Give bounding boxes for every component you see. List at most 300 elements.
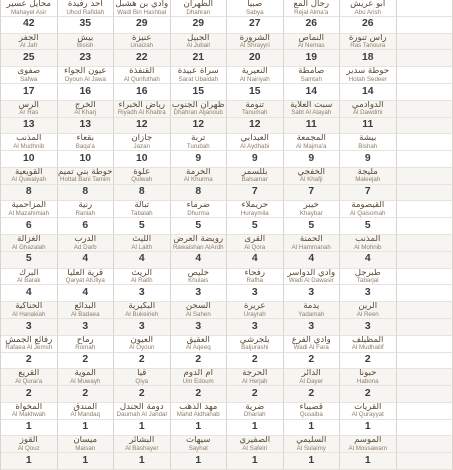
city-cell: [397, 269, 453, 286]
city-name-arabic: خيبر: [303, 201, 319, 211]
city-cell: [171, 369, 228, 386]
city-name-english: Al Shrayyri: [239, 42, 270, 50]
count-value: 16: [79, 85, 92, 97]
city-name-arabic: حوطة بني تميم: [58, 167, 113, 177]
city-name-english: Samtah: [300, 75, 322, 83]
count-cell: [1, 151, 58, 168]
city-name-arabic: تبالة: [134, 201, 150, 211]
city-cell: [227, 0, 284, 17]
city-name-english: Safwa: [20, 75, 38, 83]
city-cell: [340, 302, 397, 319]
count-cell: [114, 84, 171, 101]
city-cell: [58, 0, 115, 17]
city-name-arabic: طبرجل: [354, 268, 381, 278]
city-cell: [1, 235, 58, 252]
city-cell: [227, 403, 284, 420]
city-name-english: Habona: [356, 377, 379, 385]
count-value: 2: [25, 387, 32, 399]
city-name-english: Um Edoum: [182, 377, 214, 385]
city-cell: [227, 67, 284, 84]
city-name-arabic: أحد رفيدة: [67, 0, 103, 9]
city-name-arabic: بقعاء: [76, 134, 95, 144]
count-value: 20: [248, 52, 261, 64]
count-value: 3: [251, 287, 258, 299]
city-cell: [227, 34, 284, 51]
count-value: 2: [195, 354, 202, 366]
count-cell: [1, 185, 58, 202]
city-cell: [227, 269, 284, 286]
city-name-arabic: الحرجة: [242, 369, 268, 379]
count-value: 2: [138, 387, 145, 399]
count-value: 2: [82, 354, 89, 366]
city-cell: [171, 336, 228, 353]
city-name-english: Baqa'a: [75, 142, 95, 150]
count-cell: [1, 285, 58, 302]
count-cell: [397, 420, 453, 437]
city-name-english: Al Hammanah: [291, 243, 331, 251]
count-cell: [1, 319, 58, 336]
city-name-arabic: الخرمة: [185, 167, 211, 177]
count-value: 3: [308, 287, 315, 299]
city-cell: [114, 67, 171, 84]
count-cell: [340, 151, 397, 168]
city-name-arabic: بللسمر: [242, 167, 268, 177]
city-cell: [171, 436, 228, 453]
count-cell: [227, 285, 284, 302]
city-cell: [397, 201, 453, 218]
city-name-arabic: الجبيل: [187, 33, 210, 43]
city-name-arabic: المظيلف: [352, 335, 384, 345]
city-cell: [397, 134, 453, 151]
city-name-arabic: العيدابي: [240, 134, 269, 144]
city-cell: [114, 336, 171, 353]
count-cell: [114, 453, 171, 470]
city-cell: [340, 336, 397, 353]
city-name-english: Al Qurayyat: [351, 411, 384, 419]
count-cell: [284, 319, 341, 336]
count-cell: [284, 453, 341, 470]
city-name-english: Al Qora: [244, 243, 266, 251]
count-value: 4: [308, 253, 315, 265]
city-name-arabic: البدائع: [74, 302, 96, 312]
city-name-arabic: الحناكية: [15, 302, 43, 312]
count-value: 21: [192, 52, 205, 64]
count-value: 18: [361, 52, 374, 64]
city-name-english: Al Mandaq: [70, 411, 101, 419]
count-cell: [1, 353, 58, 370]
city-name-english: Khaybar: [299, 210, 323, 218]
city-cell: [397, 235, 453, 252]
city-name-arabic: ضرماء: [186, 201, 210, 211]
city-name-arabic: صفوى: [17, 67, 41, 77]
count-value: 1: [138, 421, 145, 433]
count-cell: [340, 50, 397, 67]
city-name-english: Al Mossawam: [348, 445, 387, 453]
count-cell: [58, 319, 115, 336]
count-value: 1: [364, 454, 371, 466]
count-value: 1: [364, 421, 371, 433]
city-cell: [114, 269, 171, 286]
city-cell: [340, 436, 397, 453]
count-cell: [227, 50, 284, 67]
count-value: 3: [364, 287, 371, 299]
count-cell: [58, 386, 115, 403]
count-value: 4: [195, 253, 202, 265]
city-name-english: Sayhat: [188, 445, 208, 453]
city-name-english: Al Dayer: [299, 377, 324, 385]
city-name-english: Uhod Rafidah: [66, 8, 105, 16]
city-cell: [171, 403, 228, 420]
city-name-english: Al Kharj: [74, 109, 97, 117]
city-name-arabic: محايل عسير: [6, 0, 52, 9]
city-name-english: Khulais: [188, 277, 209, 285]
city-name-english: Riyadh Al Khabra: [117, 109, 166, 117]
city-name-english: Al Muwayh: [70, 377, 101, 385]
city-cell: [284, 34, 341, 51]
city-cell: [58, 235, 115, 252]
count-value: 12: [248, 119, 261, 131]
city-cell: [114, 134, 171, 151]
city-name-english: Al Mudhnib: [13, 142, 45, 150]
city-name-arabic: رماح: [76, 335, 94, 345]
city-name-english: Al Ghazalah: [11, 243, 46, 251]
city-name-arabic: أبو عريش: [350, 0, 386, 9]
city-cell: [284, 101, 341, 118]
city-cell: [171, 168, 228, 185]
city-cell: [114, 0, 171, 17]
count-value: 7: [308, 186, 315, 198]
count-cell: [1, 84, 58, 101]
city-name-arabic: السليمي: [296, 436, 327, 446]
city-cell: [227, 235, 284, 252]
count-cell: [340, 17, 397, 34]
city-cell: [58, 302, 115, 319]
city-name-arabic: رأس تنورة: [348, 33, 387, 43]
city-name-arabic: رويضة العرض: [173, 235, 224, 244]
city-cell: [114, 201, 171, 218]
count-cell: [58, 84, 115, 101]
city-name-english: Maleejah: [355, 176, 381, 184]
city-name-arabic: بيش: [77, 33, 94, 43]
city-name-arabic: الدرب: [74, 235, 97, 244]
city-cell: [227, 302, 284, 319]
city-name-arabic: حبونا: [359, 369, 377, 379]
count-value: 5: [25, 253, 32, 265]
city-name-english: Sarat Ubaidah: [178, 75, 219, 83]
count-value: 5: [308, 219, 315, 231]
count-value: 2: [364, 354, 371, 366]
city-name-english: Al Jubail: [186, 42, 210, 50]
city-name-english: Baljurashi: [241, 344, 269, 352]
city-name-english: Al Aydhabi: [240, 142, 270, 150]
city-cell: [114, 369, 171, 386]
city-cell: [340, 34, 397, 51]
city-cell: [1, 34, 58, 51]
count-value: 1: [25, 454, 32, 466]
count-cell: [114, 218, 171, 235]
city-name-arabic: الصفيري: [239, 436, 271, 446]
city-name-english: Ar Ras: [19, 109, 39, 117]
count-value: 2: [364, 387, 371, 399]
city-name-arabic: المزاحمية: [11, 201, 47, 211]
count-cell: [227, 252, 284, 269]
city-name-arabic: تربة: [191, 134, 206, 144]
city-cell: [1, 403, 58, 420]
city-name-arabic: البكيرية: [128, 302, 156, 312]
city-name-arabic: الدوادمي: [351, 100, 384, 110]
count-cell: [58, 285, 115, 302]
count-cell: [340, 353, 397, 370]
count-cell: [284, 386, 341, 403]
city-name-english: Al Quwaiyah: [11, 176, 47, 184]
count-cell: [227, 420, 284, 437]
city-cell: [58, 436, 115, 453]
city-name-english: Al Makhwah: [11, 411, 46, 419]
count-value: 25: [22, 52, 35, 64]
city-name-arabic: عريرة: [243, 302, 266, 312]
count-value: 5: [195, 219, 202, 231]
count-value: 14: [305, 85, 318, 97]
count-cell: [114, 252, 171, 269]
count-cell: [1, 453, 58, 470]
city-name-english: Bisish: [76, 42, 94, 50]
count-cell: [171, 118, 228, 135]
city-name-arabic: سراة عبيدة: [177, 67, 219, 77]
city-name-arabic: رفائع الجمش: [5, 335, 53, 345]
city-cell: [284, 0, 341, 17]
count-value: 1: [195, 454, 202, 466]
count-cell: [284, 420, 341, 437]
count-cell: [284, 353, 341, 370]
city-name-english: Al Majma'a: [296, 142, 327, 150]
count-value: 4: [251, 253, 258, 265]
count-cell: [227, 319, 284, 336]
count-value: 3: [138, 287, 145, 299]
count-cell: [397, 151, 453, 168]
count-cell: [58, 50, 115, 67]
city-cell: [340, 168, 397, 185]
count-cell: [397, 453, 453, 470]
city-cell: [284, 134, 341, 151]
city-name-english: Dhahran: [186, 8, 211, 16]
count-cell: [227, 84, 284, 101]
city-name-english: Rawaishan AlArdh: [172, 243, 224, 251]
city-name-arabic: خليص: [187, 268, 209, 278]
city-cell: [340, 67, 397, 84]
city-name-arabic: حوطة سدير: [346, 67, 390, 77]
count-cell: [171, 151, 228, 168]
city-name-english: Al Jafr: [19, 42, 38, 50]
count-value: 8: [195, 186, 202, 198]
count-cell: [284, 84, 341, 101]
count-cell: [114, 319, 171, 336]
count-cell: [171, 185, 228, 202]
city-name-english: Tanumah: [242, 109, 268, 117]
city-name-english: Huraymila: [240, 210, 269, 218]
city-name-english: Al Khurma: [183, 176, 213, 184]
count-cell: [171, 353, 228, 370]
city-name-english: Unaizah: [130, 42, 154, 50]
city-name-arabic: الرس: [18, 100, 39, 110]
count-cell: [114, 285, 171, 302]
count-cell: [114, 151, 171, 168]
count-value: 3: [251, 320, 258, 332]
count-cell: [284, 218, 341, 235]
city-cell: [340, 0, 397, 17]
city-cell: [340, 134, 397, 151]
city-name-arabic: علوة: [133, 167, 151, 177]
city-cell: [58, 67, 115, 84]
count-cell: [1, 218, 58, 235]
city-name-arabic: القيصومة: [351, 201, 385, 211]
count-cell: [171, 84, 228, 101]
count-cell: [397, 252, 453, 269]
count-value: 9: [308, 152, 315, 164]
count-value: 26: [361, 18, 374, 30]
count-value: 19: [305, 52, 318, 64]
count-value: 26: [305, 18, 318, 30]
city-cell: [284, 269, 341, 286]
city-name-english: Al Raith: [130, 277, 153, 285]
count-cell: [340, 319, 397, 336]
city-name-english: Qulwah: [131, 176, 153, 184]
city-name-arabic: الجفر: [18, 33, 39, 43]
city-cell: [114, 34, 171, 51]
city-cell: [58, 369, 115, 386]
count-value: 29: [192, 18, 205, 30]
city-cell: [397, 168, 453, 185]
city-cell: [397, 101, 453, 118]
city-name-english: Al Hanakiah: [12, 310, 46, 318]
count-value: 5: [364, 219, 371, 231]
city-cell: [58, 101, 115, 118]
count-value: 2: [138, 354, 145, 366]
city-name-arabic: الموسم: [354, 436, 382, 446]
city-name-english: Al Bashayer: [125, 445, 159, 453]
count-cell: [227, 353, 284, 370]
city-cell: [114, 302, 171, 319]
city-name-english: Mahayel Asir: [11, 8, 47, 16]
city-name-english: Sabya: [245, 8, 264, 16]
count-value: 13: [22, 119, 35, 131]
city-name-english: Al Mohnib: [353, 243, 382, 251]
count-value: 6: [82, 219, 89, 231]
count-cell: [114, 17, 171, 34]
count-cell: [340, 420, 397, 437]
count-cell: [340, 84, 397, 101]
count-cell: [340, 218, 397, 235]
city-name-english: Romah: [75, 344, 96, 352]
count-value: 42: [22, 18, 35, 30]
count-cell: [397, 353, 453, 370]
city-name-english: Hotah Sedeer: [348, 75, 387, 83]
city-name-arabic: الغزالة: [16, 235, 41, 244]
count-value: 10: [79, 152, 92, 164]
count-cell: [397, 218, 453, 235]
city-name-arabic: وادي الدواسر: [287, 268, 336, 278]
count-cell: [171, 50, 228, 67]
city-cell: [1, 101, 58, 118]
city-cell: [1, 134, 58, 151]
city-name-english: Dhurma: [187, 210, 210, 218]
city-name-english: Al Mudhailif: [351, 344, 384, 352]
count-value: 10: [22, 152, 35, 164]
city-cell: [1, 302, 58, 319]
count-cell: [171, 386, 228, 403]
city-cell: [227, 336, 284, 353]
city-cell: [227, 168, 284, 185]
count-cell: [114, 185, 171, 202]
city-cell: [58, 336, 115, 353]
city-name-arabic: الريث: [131, 268, 153, 278]
city-name-arabic: النماص: [298, 33, 325, 43]
count-cell: [284, 285, 341, 302]
city-name-arabic: القريع: [18, 369, 40, 379]
city-name-english: Al Safeiri: [242, 445, 268, 453]
city-name-english: Al Reen: [356, 310, 379, 318]
count-cell: [171, 319, 228, 336]
city-cell: [1, 168, 58, 185]
city-name-english: Qaryat AlUliya: [65, 277, 105, 285]
count-value: 15: [248, 85, 261, 97]
count-cell: [171, 17, 228, 34]
count-cell: [397, 17, 453, 34]
count-cell: [1, 386, 58, 403]
count-cell: [227, 118, 284, 135]
city-cell: [227, 436, 284, 453]
count-cell: [171, 453, 228, 470]
city-name-english: Hottat Bani Tamim: [60, 176, 111, 184]
count-value: 15: [192, 85, 205, 97]
city-cell: [397, 403, 453, 420]
count-value: 4: [364, 253, 371, 265]
city-name-arabic: سيهات: [186, 436, 211, 446]
city-cell: [340, 369, 397, 386]
city-name-arabic: أم الدوم: [183, 369, 213, 379]
city-name-arabic: عيون الجواء: [63, 67, 107, 77]
city-name-arabic: صامطة: [298, 67, 325, 77]
city-cell: [1, 201, 58, 218]
city-cell: [58, 269, 115, 286]
count-value: 1: [138, 454, 145, 466]
city-cell: [171, 34, 228, 51]
count-value: 13: [79, 119, 92, 131]
city-cell: [1, 269, 58, 286]
city-cell: [397, 336, 453, 353]
city-name-arabic: الحمنة: [299, 235, 323, 244]
city-name-arabic: الظهران: [183, 0, 213, 9]
count-cell: [340, 252, 397, 269]
count-cell: [58, 453, 115, 470]
city-name-english: Wadi Al Fara: [293, 344, 329, 352]
count-value: 2: [251, 387, 258, 399]
count-value: 1: [82, 454, 89, 466]
city-name-arabic: المجمعة: [296, 134, 326, 144]
city-cell: [284, 67, 341, 84]
city-cell: [284, 436, 341, 453]
city-name-english: Qiya: [135, 377, 149, 385]
city-name-arabic: المخواة: [15, 402, 43, 412]
count-cell: [397, 84, 453, 101]
city-name-english: Dhahran Aljanoub: [173, 109, 223, 117]
city-cell: [397, 369, 453, 386]
count-value: 1: [25, 421, 32, 433]
city-name-arabic: مهد الذهب: [179, 402, 218, 412]
city-name-arabic: الشرورة: [239, 33, 270, 43]
count-value: 3: [25, 320, 32, 332]
city-cell: [227, 369, 284, 386]
count-value: 11: [362, 119, 374, 131]
